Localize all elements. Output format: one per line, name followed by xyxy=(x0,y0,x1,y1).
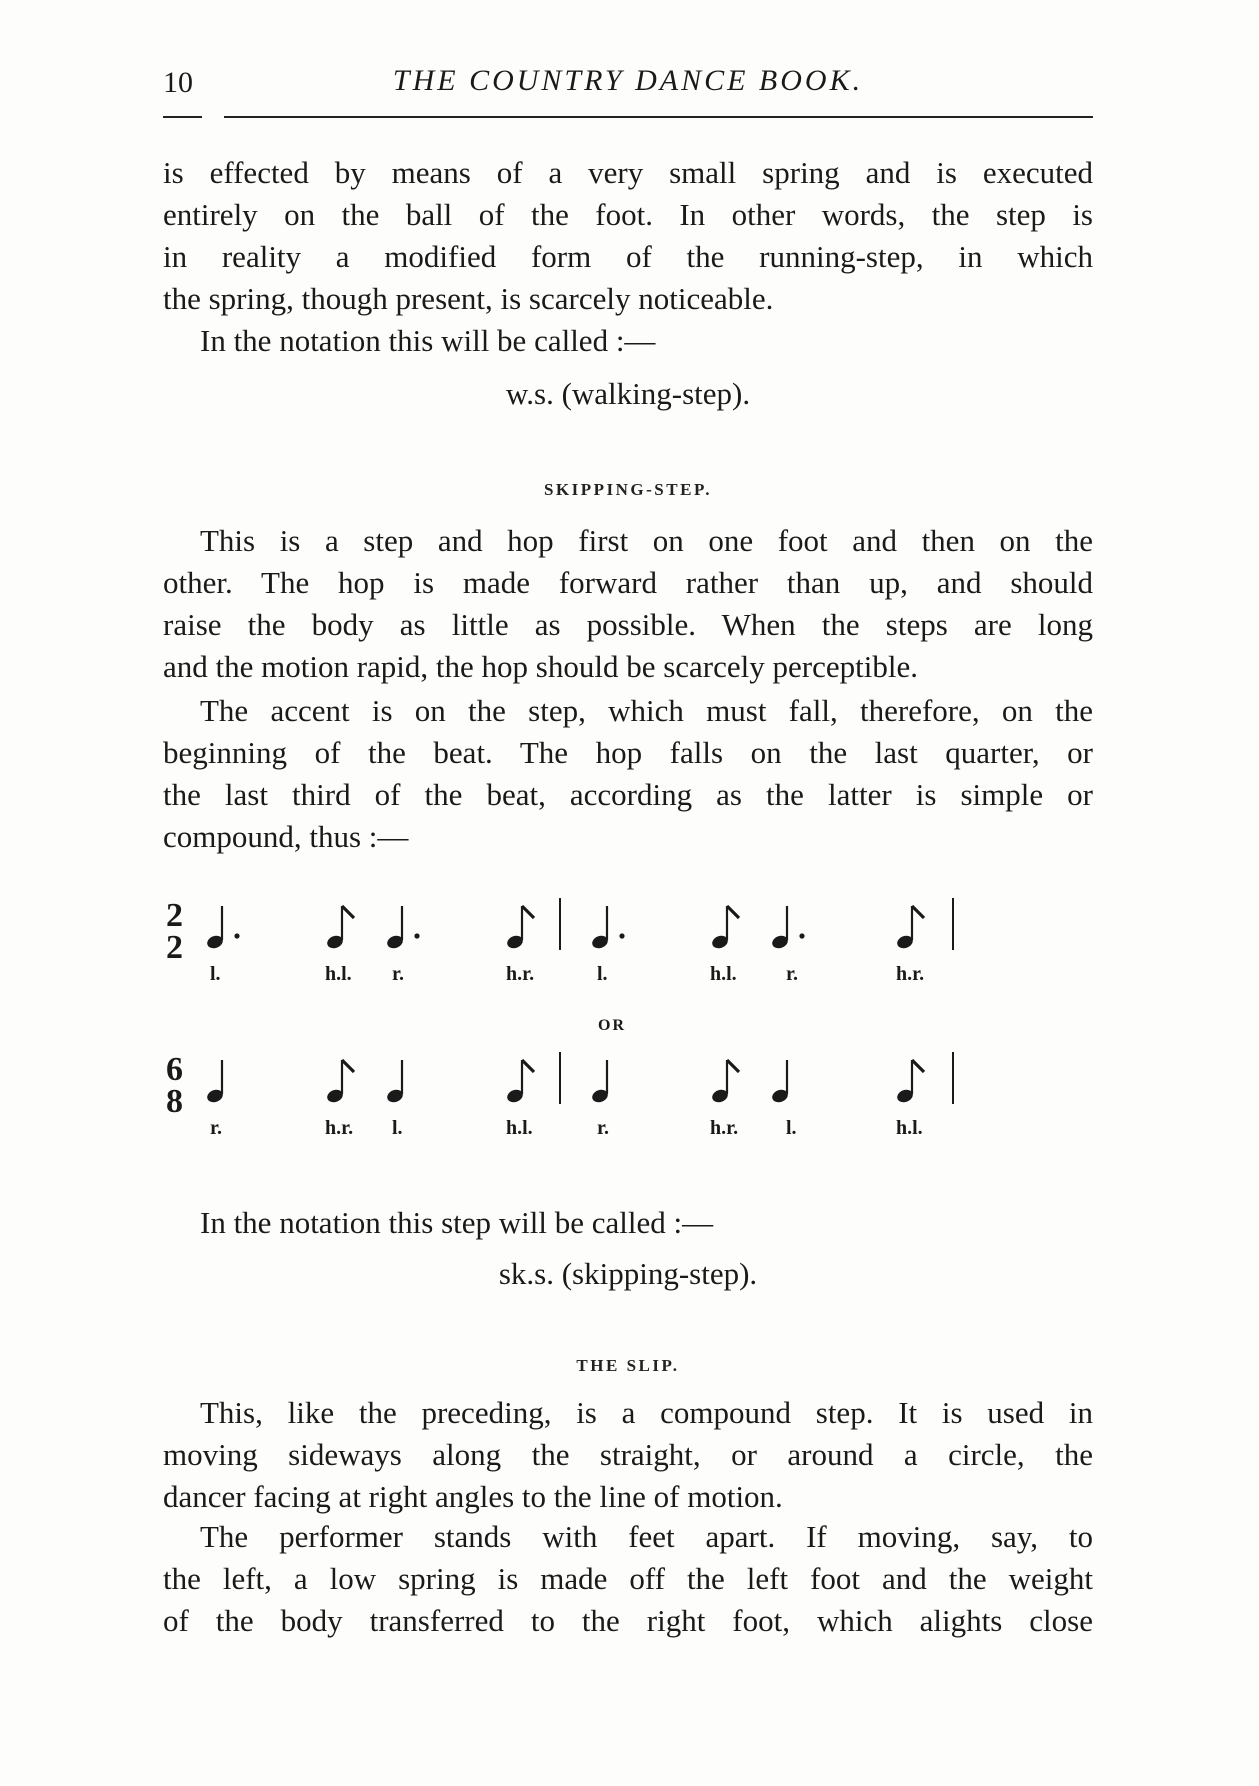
text-line: In the notation this will be called :— xyxy=(200,323,656,358)
note-dot xyxy=(414,933,419,938)
step-label: h.l. xyxy=(896,1117,923,1139)
text-line: the left, a low spring is made off the left foot and the weight xyxy=(163,1561,1093,1596)
note-flag xyxy=(342,1060,354,1072)
note-dot xyxy=(799,933,804,938)
note-dot xyxy=(234,933,239,938)
eighth-note xyxy=(325,906,354,950)
note-flag xyxy=(727,1060,739,1072)
running-title: THE COUNTRY DANCE BOOK. xyxy=(392,64,864,97)
time-signature-bottom: 2 xyxy=(166,929,183,966)
text-line: other. The hop is made forward rather than up, and should xyxy=(163,565,1093,600)
paragraph-skipping-description xyxy=(163,520,1093,688)
notes-row-2 xyxy=(205,1052,953,1104)
text-line: compound, thus :— xyxy=(163,819,409,854)
paragraph-notation-intro xyxy=(163,320,1093,362)
step-label: l. xyxy=(597,963,608,985)
eighth-note xyxy=(505,1060,534,1104)
step-label: h.r. xyxy=(325,1117,354,1139)
quarter-note xyxy=(385,906,419,950)
page-header xyxy=(163,62,1093,102)
time-signature-top: 2 xyxy=(166,897,183,934)
or-label: OR xyxy=(598,1017,626,1034)
text-line: The accent is on the step, which must fall, therefore, on the xyxy=(200,693,1093,728)
page-number: 10 xyxy=(163,66,193,99)
paragraph-slip-description xyxy=(163,1392,1093,1518)
step-labels-row-1 xyxy=(210,963,924,985)
paragraph-notation-intro-2 xyxy=(163,1202,1093,1244)
quarter-note xyxy=(385,1060,404,1104)
rhythm-notation xyxy=(160,880,1100,1180)
note-flag xyxy=(912,906,924,918)
quarter-note xyxy=(590,906,624,950)
quarter-note xyxy=(770,1060,789,1104)
quarter-note xyxy=(205,906,239,950)
paragraph-continuation xyxy=(163,152,1093,320)
eighth-note xyxy=(895,1060,924,1104)
note-flag xyxy=(522,1060,534,1072)
text-line: dancer facing at right angles to the line of motion. xyxy=(163,1479,783,1514)
step-label: h.r. xyxy=(710,1117,739,1139)
step-label: h.r. xyxy=(506,963,535,985)
quarter-note xyxy=(590,1060,609,1104)
eighth-note xyxy=(710,1060,739,1104)
text-line: of the body transferred to the right foot, which alights close xyxy=(163,1603,1093,1638)
text-line: and the motion rapid, the hop should be scarcely perceptible. xyxy=(163,649,918,684)
text-line: in reality a modified form of the running-step, in which xyxy=(163,239,1093,274)
text-line: This, like the preceding, is a compound step. It is used in xyxy=(200,1395,1093,1430)
step-label: r. xyxy=(392,963,405,985)
note-flag xyxy=(727,906,739,918)
step-label: l. xyxy=(210,963,221,985)
step-label: r. xyxy=(786,963,799,985)
eighth-note xyxy=(325,1060,354,1104)
note-flag xyxy=(342,906,354,918)
section-heading-slip: THE SLIP. xyxy=(576,1356,680,1375)
section-heading-skipping-step: SKIPPING-STEP. xyxy=(543,480,713,499)
eighth-note xyxy=(710,906,739,950)
step-label: l. xyxy=(786,1117,797,1139)
step-label: h.l. xyxy=(506,1117,533,1139)
text-line: the spring, though present, is scarcely noticeable. xyxy=(163,281,774,316)
text-line: This is a step and hop first on one foot and then on the xyxy=(200,523,1093,558)
header-rule xyxy=(163,116,1093,118)
notes-row-1 xyxy=(205,898,953,950)
note-flag xyxy=(522,906,534,918)
text-line: entirely on the ball of the foot. In other words, the step is xyxy=(163,197,1093,232)
note-flag xyxy=(912,1060,924,1072)
skipping-step-abbreviation: sk.s. (skipping-step). xyxy=(498,1256,758,1291)
step-label: h.l. xyxy=(710,963,737,985)
paragraph-accent xyxy=(163,690,1093,858)
step-labels-row-2 xyxy=(210,1117,923,1139)
step-label: h.r. xyxy=(896,963,925,985)
quarter-note xyxy=(770,906,804,950)
rhythm-notation-svg xyxy=(160,880,1100,1180)
step-label: r. xyxy=(597,1117,610,1139)
text-line: the last third of the beat, according as the latter is simple or xyxy=(163,777,1093,812)
header-rule-gap xyxy=(202,115,224,119)
time-signature-top: 6 xyxy=(166,1051,183,1088)
text-line: is effected by means of a very small spring and is executed xyxy=(163,155,1093,190)
text-line: In the notation this step will be called :— xyxy=(200,1205,714,1240)
eighth-note xyxy=(895,906,924,950)
paragraph-slip-performer xyxy=(163,1516,1093,1642)
step-label: h.l. xyxy=(325,963,352,985)
text-line: moving sideways along the straight, or around a circle, the xyxy=(163,1437,1093,1472)
time-signature-bottom: 8 xyxy=(166,1083,183,1120)
text-line: raise the body as little as possible. When the steps are long xyxy=(163,607,1093,642)
walking-step-abbreviation: w.s. (walking-step). xyxy=(505,376,751,411)
quarter-note xyxy=(205,1060,224,1104)
step-label: r. xyxy=(210,1117,223,1139)
text-line: beginning of the beat. The hop falls on the last quarter, or xyxy=(163,735,1093,770)
text-line: The performer stands with feet apart. If moving, say, to xyxy=(200,1519,1093,1554)
note-dot xyxy=(619,933,624,938)
eighth-note xyxy=(505,906,534,950)
step-label: l. xyxy=(392,1117,403,1139)
